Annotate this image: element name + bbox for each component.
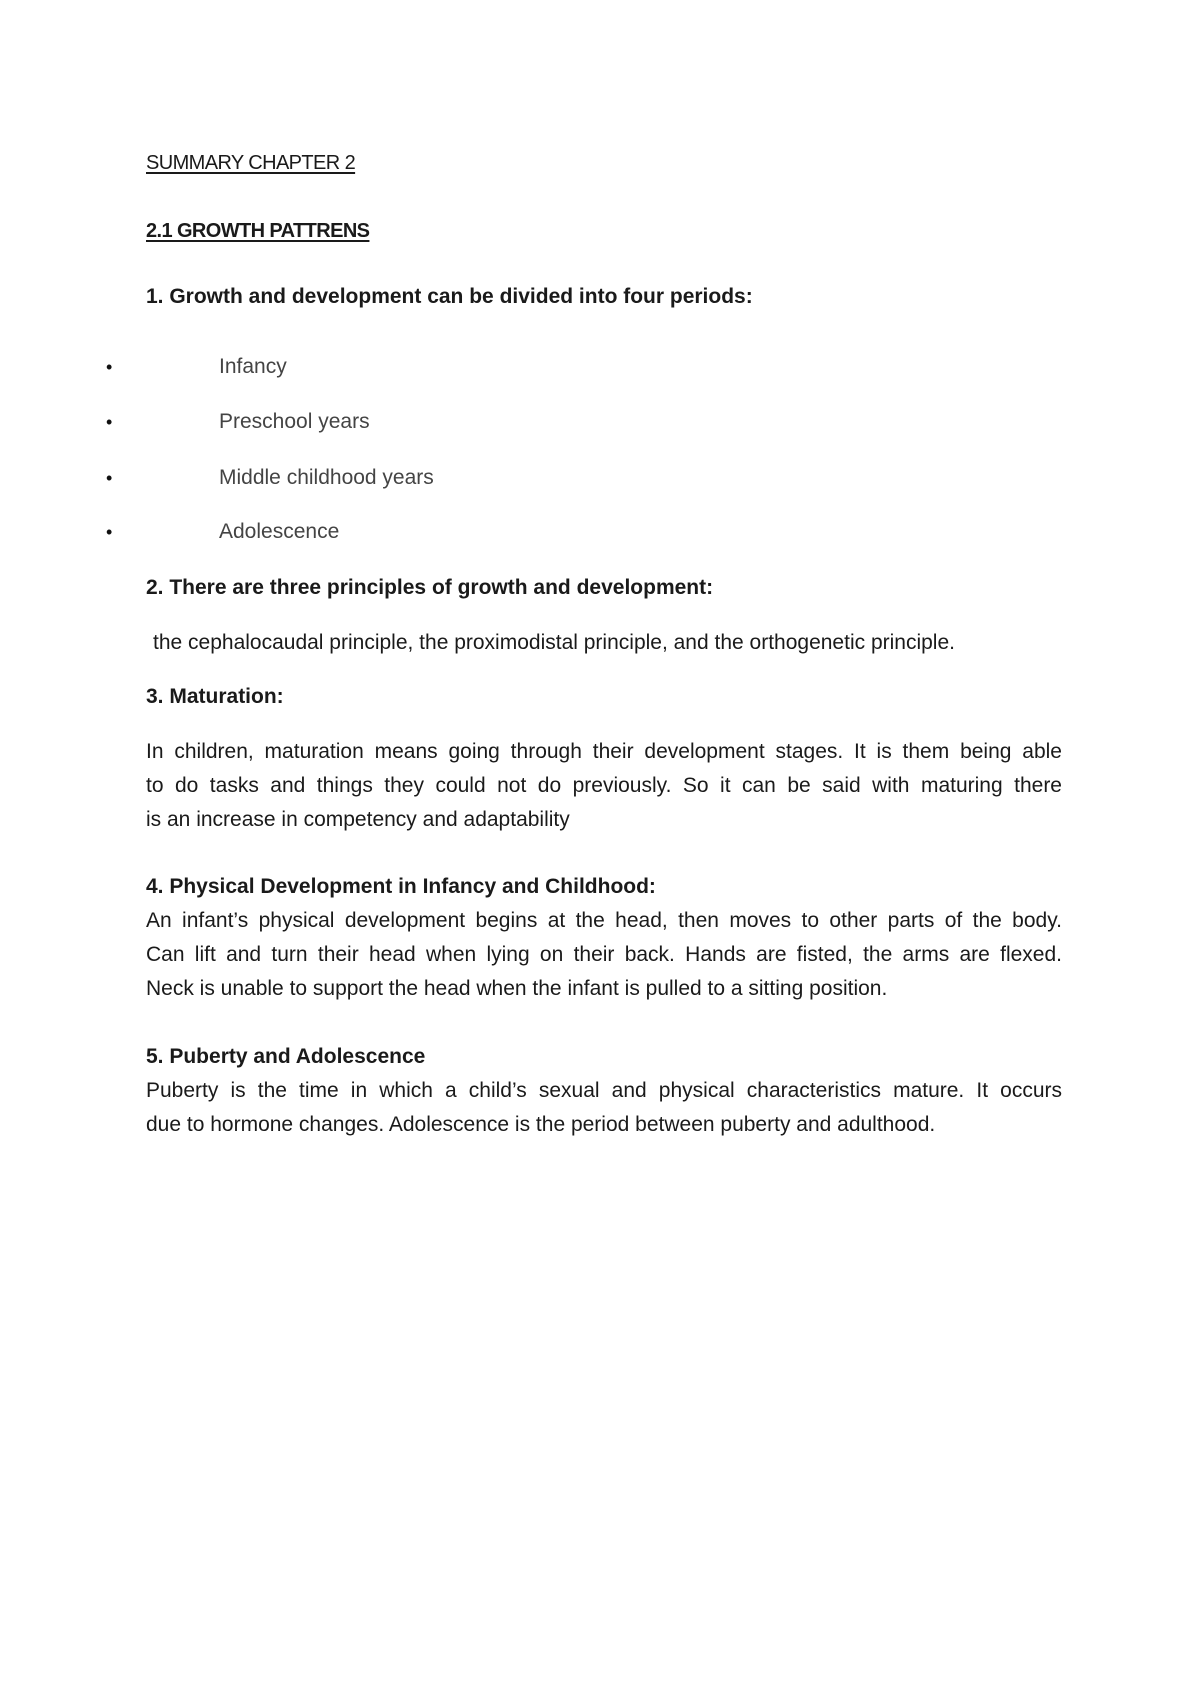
bullet-icon: • xyxy=(106,412,113,432)
paragraph-line: Puberty is the time in which a child’s sexual and physical characteristics mature. It occurs xyxy=(146,1079,1062,1102)
bullet-text: Preschool years xyxy=(219,410,370,433)
item3-paragraph xyxy=(146,735,1062,837)
paragraph-line: In children, maturation means going through their development stages. It is them being able xyxy=(146,740,1062,763)
paragraph-line: Can lift and turn their head when lying on their back. Hands are fisted, the arms are flexed. xyxy=(146,943,1062,966)
item3-heading: 3. Maturation: xyxy=(146,685,284,708)
bullet-icon: • xyxy=(106,468,113,488)
item5-paragraph xyxy=(146,1074,1062,1142)
bullet-text: Adolescence xyxy=(219,520,340,543)
paragraph-line: Neck is unable to support the head when the infant is pulled to a sitting position. xyxy=(146,977,888,1000)
bullet-text: Middle childhood years xyxy=(219,466,434,489)
bullet-icon: • xyxy=(106,522,113,542)
item4-paragraph xyxy=(146,904,1062,1006)
paragraph-line: is an increase in competency and adaptability xyxy=(146,808,570,831)
document-title: SUMMARY CHAPTER 2 xyxy=(146,152,356,174)
paragraph-line: to do tasks and things they could not do previously. So it can be said with maturing there xyxy=(146,774,1062,797)
item4-heading: 4. Physical Development in Infancy and Childhood: xyxy=(146,875,656,898)
bullet-icon: • xyxy=(106,357,113,377)
paragraph-line: due to hormone changes. Adolescence is the period between puberty and adulthood. xyxy=(146,1113,936,1136)
bullet-text: Infancy xyxy=(219,355,287,378)
item2-text: the cephalocaudal principle, the proximodistal principle, and the orthogenetic principle. xyxy=(153,631,955,654)
item5-heading: 5. Puberty and Adolescence xyxy=(146,1045,426,1068)
paragraph-line: An infant’s physical development begins at the head, then moves to other parts of the body. xyxy=(146,909,1062,932)
section-heading: 2.1 GROWTH PATTRENS xyxy=(146,220,370,242)
item2-heading: 2. There are three principles of growth and development: xyxy=(146,576,714,599)
item1-heading: 1. Growth and development can be divided into four periods: xyxy=(146,285,753,308)
